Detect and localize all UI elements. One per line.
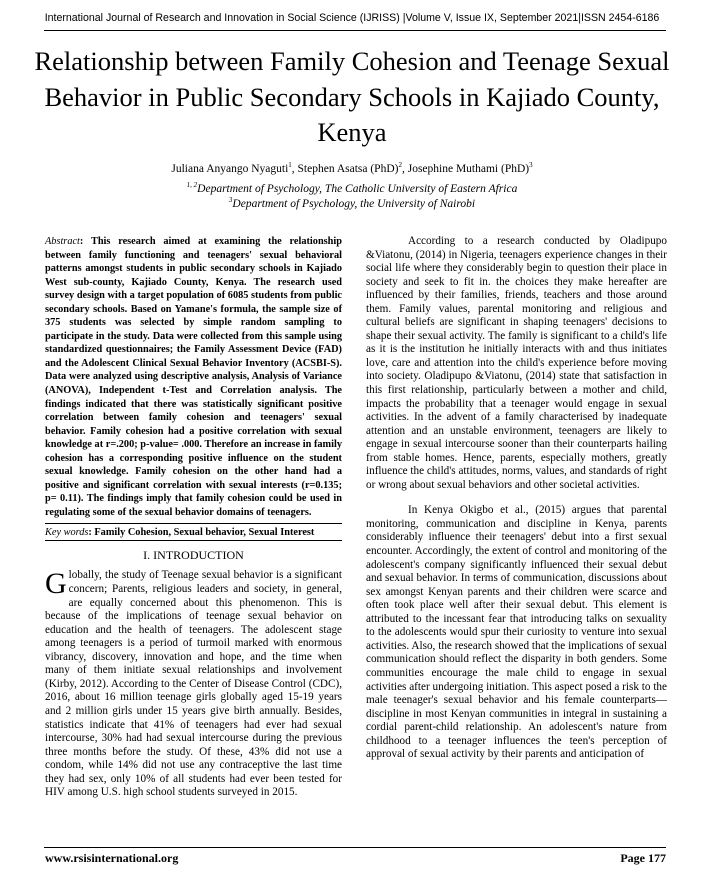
keywords-rule-bottom	[45, 540, 342, 541]
affiliation-text: Department of Psychology, the University of Nairobi	[232, 198, 476, 210]
keywords	[45, 524, 342, 540]
affiliation	[0, 198, 704, 210]
affiliation-sup: 3	[228, 196, 233, 205]
left-column	[45, 235, 342, 800]
abstract-label: Abstract	[45, 236, 80, 247]
body-paragraph: According to a research conducted by Oladipupo &Viatonu, (2014) in Nigeria, teenagers experience changes in their social life where they considerably begin to question their place in society and seek to fit in. the choices they make hereafter are influenced by their families, friends, teachers and those around them. Family values, parental monitoring and religious and cultural beliefs are significant in shaping teenagers' decisions to shape their sexual activity. The family is significant to a child's life as it is the institution he initially interacts with and thus initiates love, care and attention into the child's experience before moving into society. Oladipupo &Viatonu, (2014) state that satisfaction in this first relationship, particularly between a mother and child, impacts the probability that a teenager would engage in sexual activities. In the advent of a family characterised by inadequate attention and an unstable environment, teenagers are likely to engage in sexual intercourse sooner than their counterparts hailing from stable homes. Hence, parents, especially mothers, greatly influence the child's attitudes, norms, values, and standards of right or wrong about sexual behaviors and other societal activities.	[366, 235, 667, 491]
author-name: Josephine Muthami (PhD)	[407, 163, 530, 175]
right-column	[366, 235, 667, 762]
body-paragraph: In Kenya Okigbo et al., (2015) argues that parental monitoring, communication and discipline in Kenya, parents considerably influence their teenagers' debut into a first sexual encounter. Accordingly, the extent of control and monitoring of the adolescent's company significantly influenced their sexual debut and sexual behavior. In terms of communication, discussions about sex amongst Kenyan parents and their children were scarce and often took place well after their sexual debut. This element is attributed to the incessant fear that introducing talks on sexuality to the adolescents would spur their curiosity to venture into sexual activities. Also, the research showed that the implications of sexual communication should reflect the disparity in both genders. Some communities encourage the male child to engage in sexual activities after undergoing initiation. This aspect posed a risk to the male teenager's sexual behavior and his female counterparts—discipline in most Kenyan communities in integral in sustaining a cordial parent-child relationship. An adolescent's nature from childhood to a teenager influences the teen's perception of approval of sexual activity by their parents and anticipation of	[366, 504, 667, 761]
author-sup: 3	[529, 161, 533, 170]
author-list: Juliana Anyango Nyaguti$^1$, Stephen Asatsa (PhD)$^2$, Josephine Muthami (PhD)$^3$	[171, 161, 533, 175]
intro-text: lobally, the study of Teenage sexual behavior is a significant concern; Parents, religious leaders and society, in general, are equally concerned about this phenomenon. This is because of the implications of teenage sexual behavior on education and the health of teenagers. The adolescent stage among teenagers is a period of turmoil marked with enormous vibrancy, discovery, innovation and hope, and the time when many of them initiate sexual relationships and involvement (Kirby, 2012). According to the Center of Disease Control (CDC), 2016, about 16 million teenage girls globally aged 15-19 years and 2 million girls under 15 years give birth annually. Besides, statistics indicate that 41% of teenagers had ever had sexual intercourse, 30% had had sexual intercourse during the previous three months before the study. Of these, 43% did not use a condom, while 14% did not use any contraceptive the last time they had sex, only 10% of all students had ever been tested for HIV among U.S. high school students surveyed in 2015.	[45, 569, 342, 799]
header-rule	[44, 30, 666, 31]
section-heading: I. INTRODUCTION	[143, 548, 244, 563]
author-sup: 2	[398, 161, 402, 170]
footer-website: www.rsisinternational.org	[45, 851, 179, 865]
drop-cap: G	[45, 567, 67, 601]
paper-title: Relationship between Family Cohesion and Teenage Sexual Behavior in Public Secondary Schools in Kajiado County, Kenya	[34, 46, 670, 147]
abstract-text: : This research aimed at examining the relationship between family functioning and teenagers' sexual behavioral patterns amongst students in public secondary schools in Kajiado West sub-county, Kajiado County, Kenya. The research used survey design with a target population of 6085 students from public secondary schools. Based on Yamane's formula, the sample size of 375 students was selected by simple random sampling to participate in the study. Data were collected from this sample using standardized questionnaires; the Family Assessment Device (FAD) and the Adolescent Clinical Sexual Behavior Inventory (ACSBI-S). Data were analyzed using descriptive analysis, Analysis of Variance (ANOVA), Independent t-Test and Correlation analysis. The findings indicated that there was statistically significant positive correlation between family cohesion and teenagers' sexual behavior. Family cohesion had a positive correlation with sexual knowledge at r=.200; p-value= .000. Therefore an increase in family cohesion has a corresponding positive influence on the student sexual knowledge. Family cohesion on the other hand had a positive and significant correlation with sexual interests (r=0.135; p= 0.11). The findings imply that family cohesion could be used in regulating some of the sexual behavior domains of teenagers.	[45, 236, 342, 518]
affiliation-sup: 1, 2	[186, 181, 198, 190]
footer-rule	[44, 847, 666, 848]
abstract	[45, 235, 342, 519]
author-name: Juliana Anyango Nyaguti	[171, 163, 289, 175]
keywords-label: Key words	[45, 527, 89, 539]
page-number: Page 177	[620, 851, 666, 865]
intro-paragraph	[45, 569, 342, 799]
author-name: Stephen Asatsa (PhD)	[297, 163, 399, 175]
journal-header: International Journal of Research and Innovation in Social Science (IJRISS) |Volume V, Issue IX, September 2021|ISSN 2454-6186	[44, 12, 660, 24]
affiliation-text: Department of Psychology, The Catholic University of Eastern Africa	[197, 183, 518, 195]
keywords-text: : Family Cohesion, Sexual behavior, Sexual Interest	[88, 527, 315, 539]
affiliation	[0, 183, 704, 195]
author-sup: 1	[288, 161, 292, 170]
